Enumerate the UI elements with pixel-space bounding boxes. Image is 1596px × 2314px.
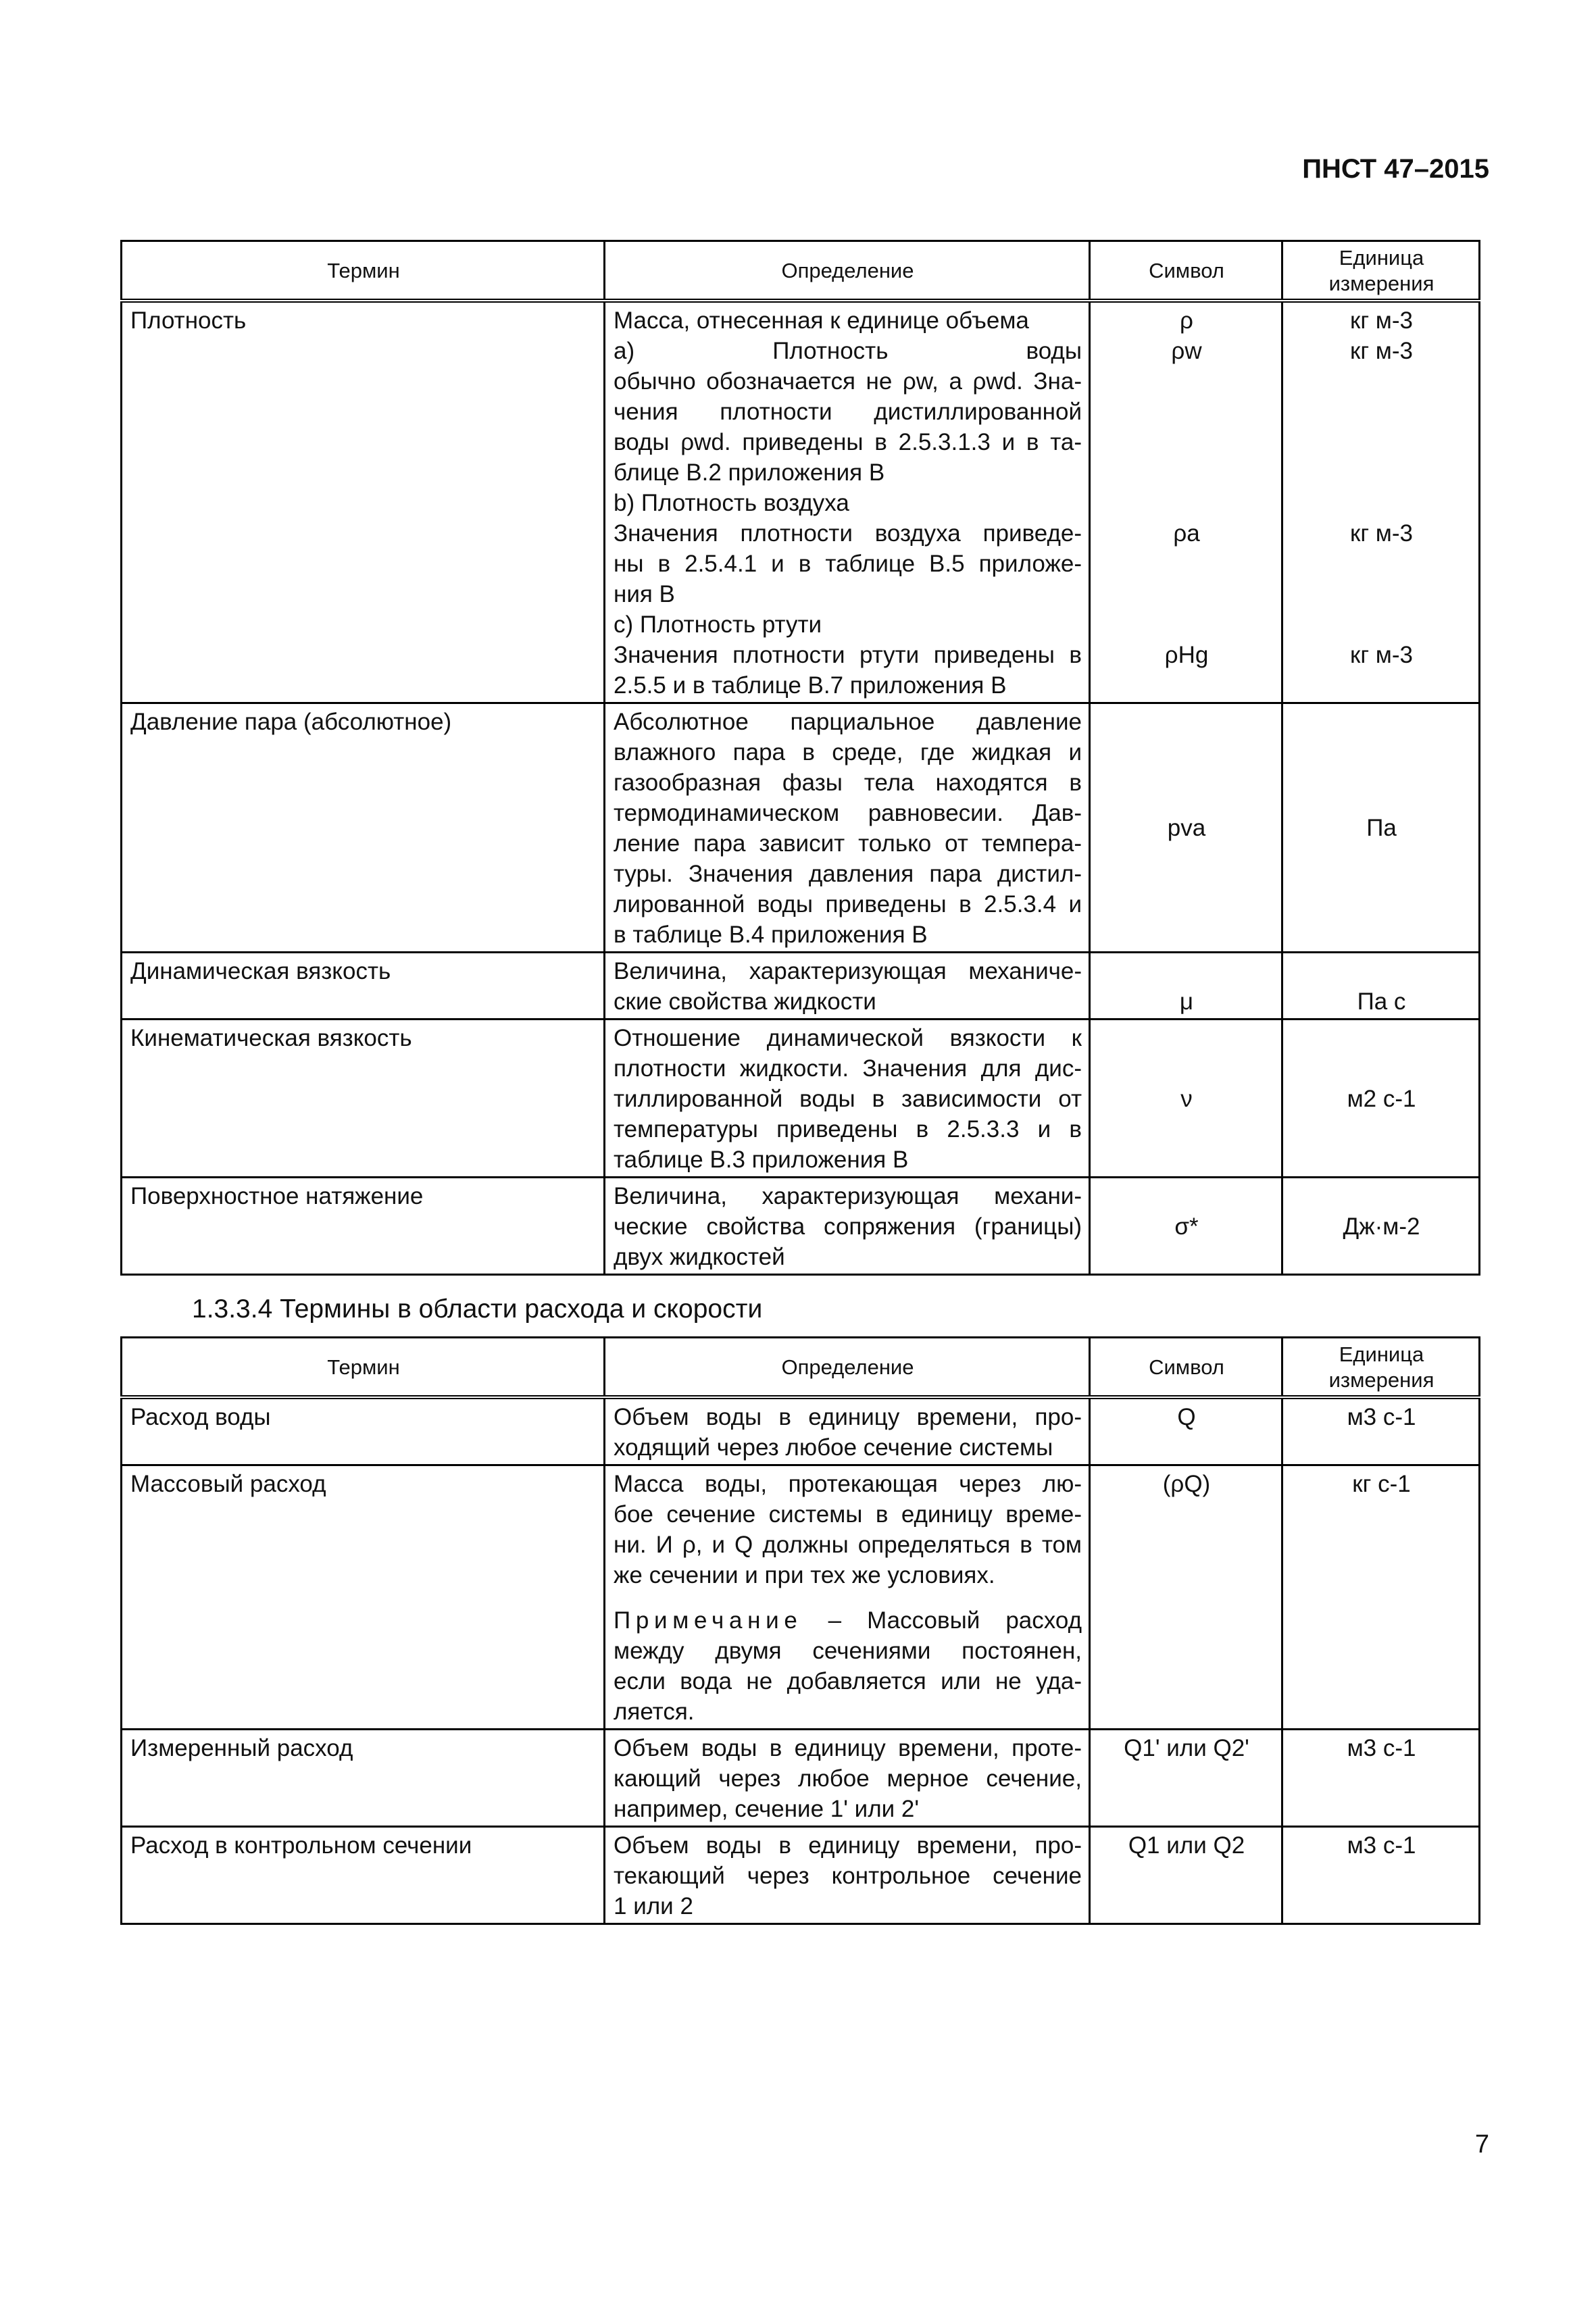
- symbol-cell: pva: [1090, 703, 1282, 952]
- definition-line: Масса, отнесенная к единице объема: [614, 307, 1029, 334]
- unit-cell: м2 с-1: [1282, 1019, 1480, 1177]
- term-cell: Расход в контрольном сечении: [122, 1826, 605, 1923]
- definition-line: с) Плотность ртути: [614, 611, 822, 638]
- definition-line: таблице В.3 приложения В: [614, 1146, 909, 1173]
- unit-cell: [1282, 301, 1480, 703]
- symbol-cell: Q: [1090, 1397, 1282, 1465]
- definition-line: Значения плотности воздуха приведе-: [614, 520, 1082, 547]
- definition-line: же сечении и при тех же условиях.: [614, 1561, 995, 1588]
- definition-line: а) Плотность воды: [614, 337, 1082, 364]
- table-row: [122, 952, 1480, 1019]
- note-text: – Массовый расход: [828, 1607, 1082, 1634]
- definition-line: ческие свойства сопряжения (границы): [614, 1213, 1082, 1240]
- term-cell: Расход воды: [122, 1397, 605, 1465]
- unit-cell: Дж·м-2: [1282, 1177, 1480, 1274]
- terms-table-flow: [120, 1336, 1480, 1925]
- definition-line: ление пара зависит только от темпера-: [614, 830, 1082, 857]
- definition-line: Величина, характеризующая механи-: [614, 1182, 1082, 1209]
- header-definition: Определение: [605, 241, 1090, 301]
- unit-cell: кг с-1: [1282, 1465, 1480, 1729]
- definition-line: Величина, характеризующая механиче-: [614, 957, 1082, 984]
- definition-line: кающий через любое мерное сечение,: [614, 1765, 1082, 1792]
- symbol-cell: σ*: [1090, 1177, 1282, 1274]
- definition-line: Объем воды в единицу времени, про-: [614, 1832, 1082, 1859]
- symbol-cell: ν: [1090, 1019, 1282, 1177]
- definition-line: текающий через контрольное сечение: [614, 1862, 1082, 1889]
- unit-value: кг м-3: [1350, 641, 1413, 668]
- definition-line: туры. Значения давления пара дистил-: [614, 860, 1082, 887]
- unit-cell: Па: [1282, 703, 1480, 952]
- definition-cell: [605, 1826, 1090, 1923]
- table-row: [122, 1397, 1480, 1465]
- header-symbol: Символ: [1090, 1338, 1282, 1397]
- definition-line: тиллированной воды в зависимости от: [614, 1085, 1082, 1112]
- table-row: [122, 301, 1480, 703]
- definition-line: влажного пара в среде, где жидкая и: [614, 738, 1082, 765]
- definition-line: воды ρwd. приведены в 2.5.3.1.3 и в та-: [614, 428, 1082, 455]
- definition-cell: [605, 301, 1090, 703]
- term-cell: Плотность: [122, 301, 605, 703]
- term-cell: Поверхностное натяжение: [122, 1177, 605, 1274]
- definition-line: температуры приведены в 2.5.3.3 и в: [614, 1115, 1082, 1142]
- definition-line: двух жидкостей: [614, 1243, 785, 1270]
- term-cell: Измеренный расход: [122, 1729, 605, 1826]
- term-cell: Динамическая вязкость: [122, 952, 605, 1019]
- table-row: [122, 1019, 1480, 1177]
- definition-cell: [605, 1465, 1090, 1729]
- definition-line: ходящий через любое сечение системы: [614, 1434, 1053, 1461]
- definition-cell: [605, 1397, 1090, 1465]
- definition-line: лированной воды приведены в 2.5.3.4 и: [614, 890, 1082, 917]
- unit-cell: м3 с-1: [1282, 1826, 1480, 1923]
- table-row: [122, 1729, 1480, 1826]
- definition-cell: [605, 1177, 1090, 1274]
- definition-line: Объем воды в единицу времени, проте-: [614, 1734, 1082, 1761]
- definition-line: бое сечение системы в единицу време-: [614, 1501, 1082, 1528]
- definition-line: ни. И ρ, и Q должны определяться в том: [614, 1531, 1082, 1558]
- symbol-cell: Q1' или Q2': [1090, 1729, 1282, 1826]
- definition-line: например, сечение 1' или 2': [614, 1795, 920, 1822]
- definition-line: чения плотности дистиллированной: [614, 398, 1082, 425]
- definition-line: газообразная фазы тела находятся в: [614, 769, 1082, 796]
- unit-cell: м3 с-1: [1282, 1729, 1480, 1826]
- header-unit: Единица измерения: [1282, 241, 1480, 301]
- definition-line: в таблице В.4 приложения В: [614, 921, 928, 948]
- unit-value: кг м-3: [1350, 307, 1413, 334]
- terms-table-density-viscosity: [120, 240, 1480, 1276]
- unit-value: кг м-3: [1350, 520, 1413, 547]
- definition-line: обычно обозначается не ρw, а ρwd. Зна-: [614, 368, 1082, 395]
- header-unit: Единица измерения: [1282, 1338, 1480, 1397]
- definition-line: ские свойства жидкости: [614, 988, 876, 1015]
- definition-line: Отношение динамической вязкости к: [614, 1024, 1082, 1051]
- term-cell: Массовый расход: [122, 1465, 605, 1729]
- header-symbol: Символ: [1090, 241, 1282, 301]
- note-line: если вода не добавляется или не уда-: [614, 1667, 1082, 1694]
- document-code: ПНСТ 47–2015: [1302, 154, 1489, 184]
- header-term: Термин: [122, 1338, 605, 1397]
- definition-cell: [605, 1019, 1090, 1177]
- table-row: [122, 703, 1480, 952]
- definition-line: b) Плотность воздуха: [614, 489, 849, 516]
- note-line: [614, 1605, 1082, 1636]
- definition-line: 1 или 2: [614, 1892, 693, 1919]
- definition-line: ны в 2.5.4.1 и в таблице В.5 приложе-: [614, 550, 1082, 577]
- definition-cell: [605, 952, 1090, 1019]
- header-definition: Определение: [605, 1338, 1090, 1397]
- section-heading: 1.3.3.4 Термины в области расхода и скорости: [192, 1294, 763, 1324]
- note-line: между двумя сечениями постоянен,: [614, 1637, 1082, 1664]
- table-row: [122, 1177, 1480, 1274]
- definition-line: 2.5.5 и в таблице В.7 приложения В: [614, 672, 1007, 699]
- symbol-rho-a: ρa: [1173, 520, 1200, 547]
- definition-line: ния В: [614, 580, 675, 607]
- table-row: [122, 1826, 1480, 1923]
- header-term: Термин: [122, 241, 605, 301]
- term-cell: Кинематическая вязкость: [122, 1019, 605, 1177]
- note-line: ляется.: [614, 1698, 695, 1725]
- table-row: [122, 1465, 1480, 1729]
- definition-line: блице В.2 приложения В: [614, 459, 885, 486]
- page-number: 7: [1474, 2130, 1489, 2159]
- definition-line: Объем воды в единицу времени, про-: [614, 1403, 1082, 1430]
- definition-line: Масса воды, протекающая через лю-: [614, 1470, 1082, 1497]
- definition-cell: [605, 1729, 1090, 1826]
- unit-value: кг м-3: [1350, 337, 1413, 364]
- note-label: Примечание: [614, 1607, 803, 1634]
- symbol-cell: μ: [1090, 952, 1282, 1019]
- symbol-rho-hg: ρHg: [1164, 641, 1209, 668]
- definition-line: плотности жидкости. Значения для дис-: [614, 1055, 1082, 1082]
- symbol-rho: ρ: [1180, 307, 1193, 334]
- symbol-cell: [1090, 301, 1282, 703]
- symbol-cell: (ρQ): [1090, 1465, 1282, 1729]
- unit-cell: м3 с-1: [1282, 1397, 1480, 1465]
- term-cell: Давление пара (абсолютное): [122, 703, 605, 952]
- definition-line: термодинамическом равновесии. Дав-: [614, 799, 1082, 826]
- definition-line: Значения плотности ртути приведены в: [614, 641, 1082, 668]
- definition-cell: [605, 703, 1090, 952]
- symbol-rho-w: ρw: [1171, 337, 1202, 364]
- symbol-cell: Q1 или Q2: [1090, 1826, 1282, 1923]
- definition-line: Абсолютное парциальное давление: [614, 708, 1082, 735]
- unit-cell: Па с: [1282, 952, 1480, 1019]
